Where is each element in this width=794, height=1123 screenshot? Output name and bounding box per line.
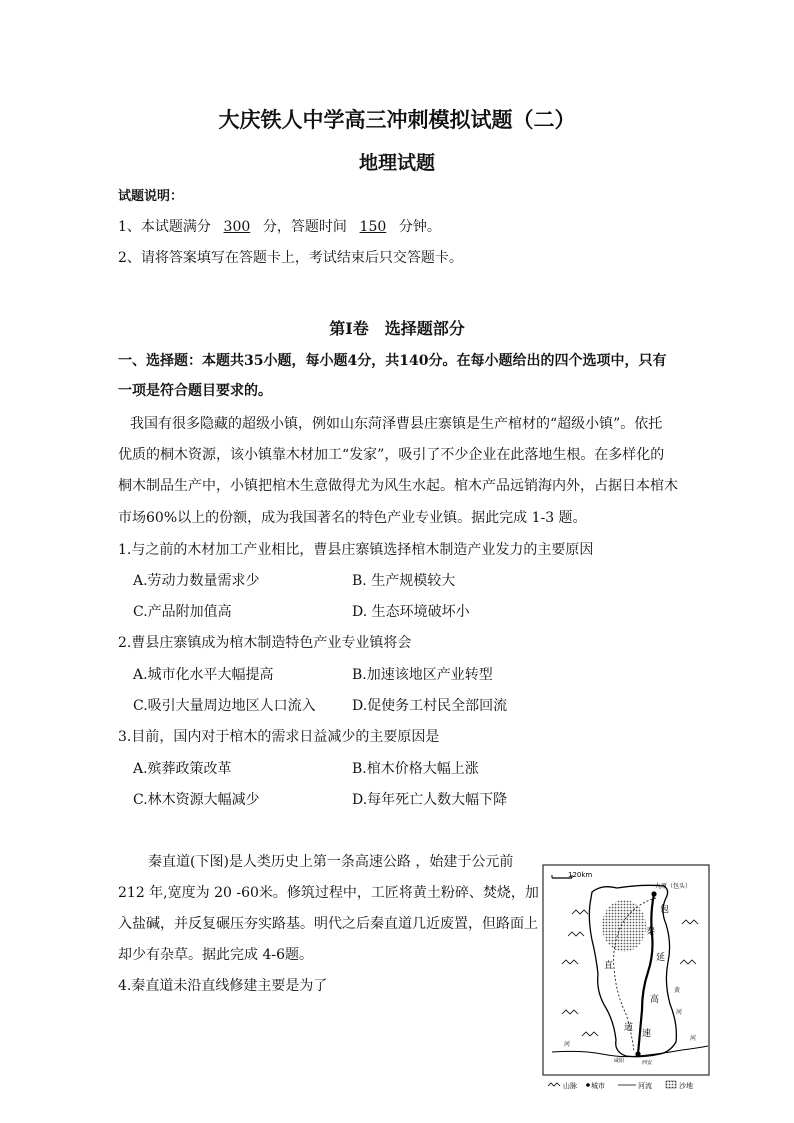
char-bao: 包	[660, 905, 670, 915]
q3-option-c: C.林木资源大幅减少	[133, 792, 260, 808]
question-2-stem: 2.曹县庄寨镇成为棺木制造特色产业专业镇将会	[118, 635, 412, 651]
q3-option-b: B.棺木价格大幅上涨	[352, 761, 479, 777]
q1-option-a: A.劳动力数量需求少	[133, 573, 260, 589]
passage2-line-2: 212 年,宽度为 20 -60米。修筑过程中，工匠将黄土粉碎、焚烧，加	[118, 885, 539, 901]
score-value: 300	[223, 219, 251, 235]
instruction-line-1	[118, 218, 441, 236]
label-baotou: 九原（包头）	[655, 883, 692, 890]
instruction-1-mid: 分，答题时间	[262, 219, 347, 235]
passage2-line-4: 却少有杂草。据此完成 4-6题。	[118, 947, 313, 963]
scale-label: 120km	[568, 871, 593, 879]
river-label-huang: 黄	[674, 987, 681, 994]
q3-option-d: D.每年死亡人数大幅下降	[352, 792, 508, 808]
passage1-line-4: 市场60%以上的份额，成为我国著名的特色产业专业镇。据此完成 1-3 题。	[118, 510, 587, 526]
label-xian: 西安	[642, 1060, 653, 1066]
q2-option-b: B.加速该地区产业转型	[352, 667, 493, 683]
question-4-stem: 4.秦直道未沿直线修建主要是为了	[118, 978, 328, 994]
instructions-heading: 试题说明：	[118, 189, 184, 204]
legend-city: 城市	[591, 1082, 605, 1090]
legend-mountain: 山脉	[563, 1082, 577, 1090]
q1-option-c: C.产品附加值高	[133, 604, 232, 620]
section-intro-line-2: 一项是符合题目要求的。	[118, 383, 272, 399]
label-xianyang: 咸阳	[614, 1058, 625, 1064]
question-3-stem: 3.目前，国内对于棺木的需求日益减少的主要原因是	[118, 729, 440, 745]
char-yan: 延	[656, 953, 666, 963]
instruction-line-2: 2、请将答案填写在答题卡上，考试结束后只交答题卡。	[118, 250, 463, 266]
char-qin: 秦	[646, 927, 656, 937]
passage1-line-3: 桐木制品生产中，小镇把棺木生意做得尤为风生水起。棺木产品远销海内外，占据日本棺木	[118, 478, 678, 494]
instruction-1-prefix: 1、本试题满分	[118, 219, 211, 235]
qin-zhidao-map	[542, 864, 710, 1094]
map-legend	[548, 1081, 693, 1090]
question-1-stem: 1.与之前的木材加工产业相比，曹县庄寨镇选择棺木制造产业发力的主要原因	[118, 542, 594, 558]
passage2-line-1: 秦直道(下图)是人类历史上第一条高速公路 ，始建于公元前	[148, 854, 514, 870]
document-title: 大庆铁人中学高三冲刺模拟试题（二）	[218, 107, 576, 132]
char-zhi: 直	[604, 961, 614, 971]
q2-option-d: D.促使务工村民全部回流	[352, 698, 508, 714]
passage1-line-2: 优质的桐木资源，该小镇靠木材加工“发家”，吸引了不少企业在此落地生根。在多样化的	[118, 447, 665, 463]
q2-option-c: C.吸引大量周边地区人口流入	[133, 698, 316, 714]
char-dao: 道	[624, 1023, 634, 1033]
document-subtitle: 地理试题	[358, 152, 435, 174]
q1-option-d: D. 生态环境破坏小	[352, 604, 470, 620]
q3-option-a: A.殡葬政策改革	[133, 761, 232, 777]
sandy-land	[602, 900, 646, 952]
legend-river: 河流	[638, 1082, 652, 1090]
city-xianyang	[635, 1051, 640, 1056]
char-su: 速	[642, 1029, 652, 1039]
time-value: 150	[359, 219, 387, 235]
q2-option-a: A.城市化水平大幅提高	[133, 667, 274, 683]
river-label-2: 河	[676, 1009, 683, 1016]
river-label-3: 河	[690, 1035, 697, 1042]
river-label-1: 河	[564, 1041, 571, 1048]
section-title: 第Ⅰ卷 选择题部分	[329, 319, 465, 338]
legend-sand: 沙地	[679, 1082, 693, 1090]
q1-option-b: B. 生产规模较大	[352, 573, 456, 589]
instruction-1-suffix: 分钟。	[398, 219, 441, 235]
section-intro-line-1: 一、选择题：本题共35小题，每小题4分，共140分。在每小题给出的四个选项中，只有	[118, 353, 667, 369]
city-baotou	[651, 891, 656, 896]
char-gao: 高	[650, 995, 660, 1005]
passage2-line-3: 入盐碱，并反复碾压夯实路基。明代之后秦直道几近废置，但路面上	[118, 916, 538, 932]
passage1-line-1: 我国有很多隐藏的超级小镇，例如山东菏泽曹县庄寨镇是生产棺材的“超级小镇”。依托	[130, 416, 663, 432]
